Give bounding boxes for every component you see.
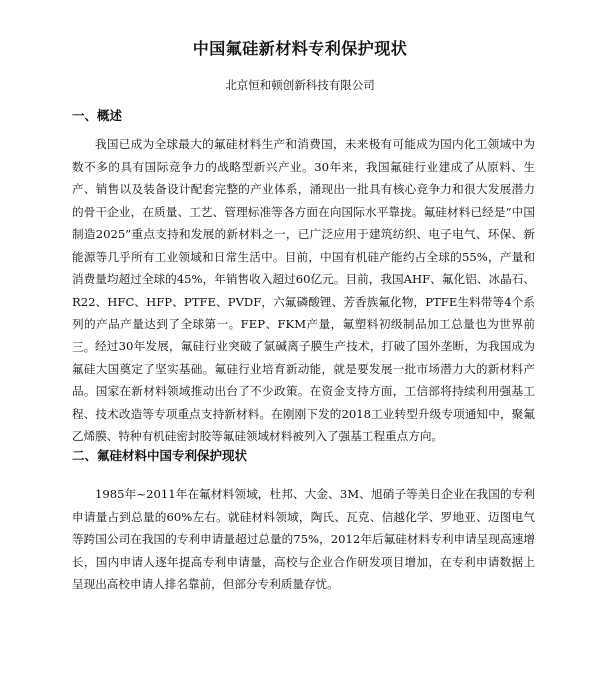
paragraph: 经过30年发展，氟硅行业突破了氯碱离子膜生产技术，打破了国外垄断，为我国成为氟硅大国奠定了坚实基础。氟硅行业培育新动能，就是要发展一批市场潜力大的新材料产品。国家在新材料领域推动出台了不少政策。在资金支持方面，工信部将持续利用强基工程、技术改造等专项重点支持新材料。在刚刚下发的2018工业转型升级专项通知中，聚氟乙烯膜、特种有机硅密封胶等氟硅领域材料被列入了强基工程重点方向。 [72,339,535,443]
paragraph: 我国已成为全球最大的氟硅材料生产和消费国，未来极有可能成为国内化工领域中为数不多的具有国际竞争力的战略型新兴产业。30年来，我国氟硅行业建成了从原料、生产、销售以及装备设计配套完整的产业体系，涌现出一批具有核心竞争力和很大发展潜力的骨干企业，在质量、工艺、管理标准等各方面在向国际水平靠拢。氟硅材料已经是“中国制造2025”重点支持和发展的新材料之一，已广泛应用于建筑纺织、电子电气、环保、新能源等几乎所有工业领域和日常生活中。目前，中国有机硅产能约占全球的55%，产量和消费量均超过全球的45%，年销售收入超过60亿元。目前，我国AHF、氟化铝、冰晶石、R22、HFC、HFP、PTFE、PVDF，六氟磷酸锂、芳香族氟化物，PTFE生料带等4个系列的产品产量达到了全球第一。FEP、FKM产量，氟塑料初级制品加工总量也为世界前三。 [72,137,535,354]
document-title: 中国氟硅新材料专利保护现状 [192,39,408,58]
section-heading-overview: 一、概述 [72,108,123,123]
document-author: 北京恒和顿创新科技有限公司 [225,78,375,92]
section-heading-patent-status: 二、氟硅材料中国专利保护现状 [72,448,248,463]
paragraph: 1985年~2011年在氟材料领域，杜邦、大金、3M、旭硝子等美日企业在我国的专利申请量占到总量的60%左右。就硅材料领域，陶氏、瓦克、信越化学、罗地亚、迈图电气等跨国公司在我国的专利申请量超过总量的75%，2012年后氟硅材料专利申请呈现高速增长，国内申请人逐年提高专利申请量，高校与企业合作研发项目增加，在专利申请数据上呈现出高校申请人排名靠前，但部分专利质量存忧。 [72,487,535,591]
